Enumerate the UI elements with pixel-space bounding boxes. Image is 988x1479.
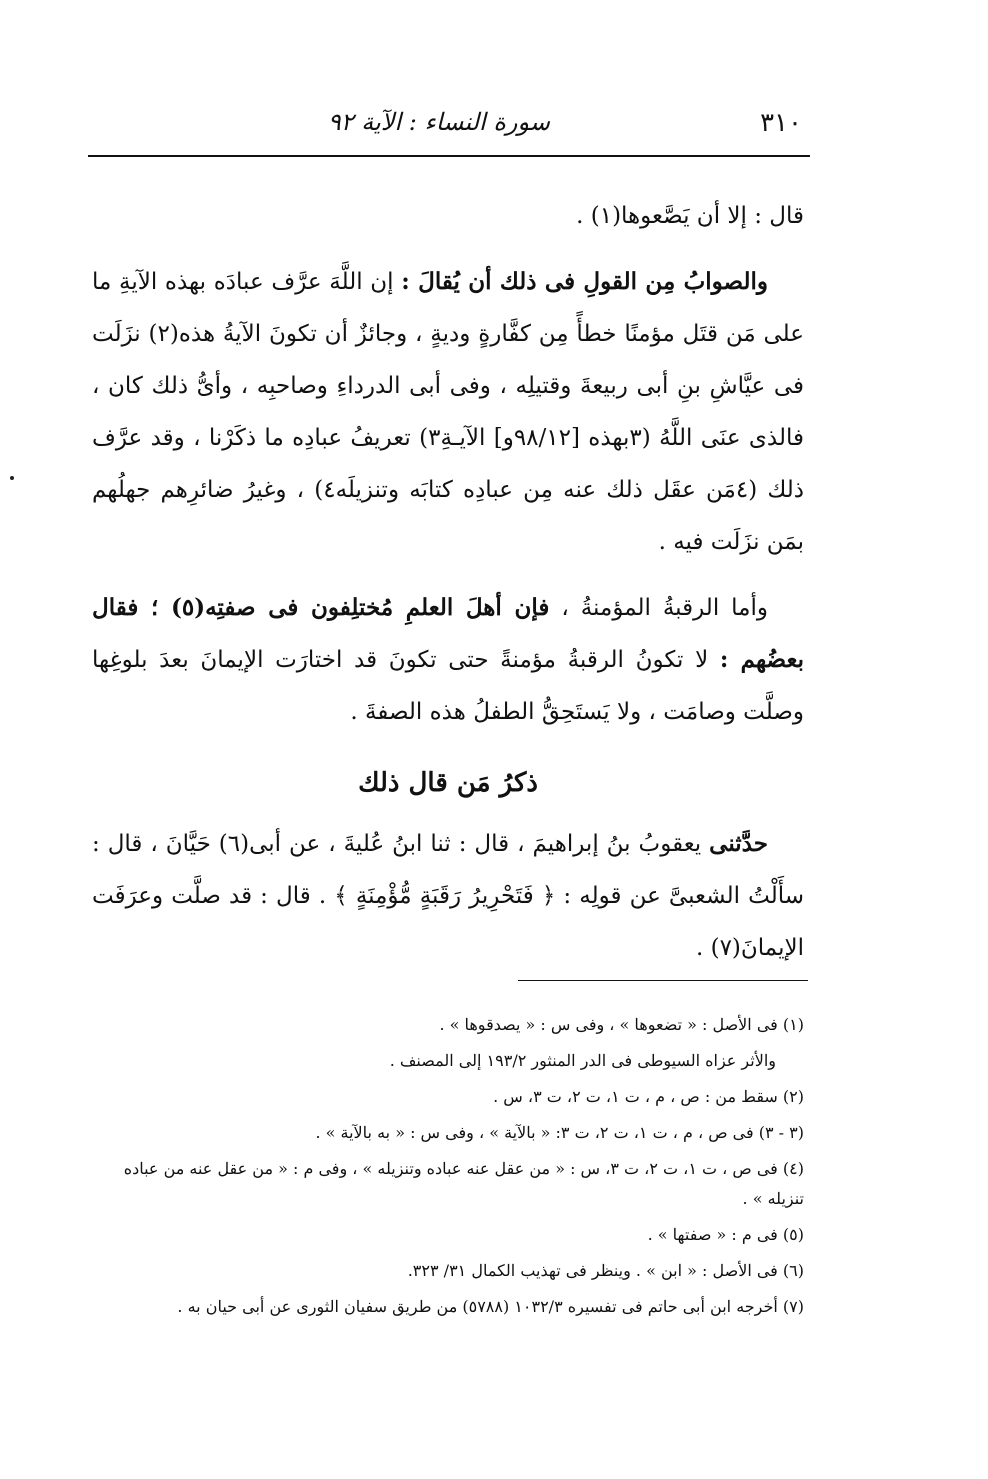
paragraph-1: قال : إلا أن يَصَّعوها(١) . [576, 203, 804, 229]
paragraph-2-lead: والصوابُ مِن القولِ فى ذلك أن يُقالَ : [401, 268, 769, 295]
footnote-5: (٥) فى م : « صفتها » . [647, 1225, 804, 1244]
paragraph-3-text: لا تكونُ الرقبةُ مؤمنةً حتى تكونَ قد اختارَت الإيمانَ بعدَ بلوغِها وصلَّت وصامَت ، ولا يَستَحِقُّ الطفلُ هذه الصفةَ . [92, 647, 804, 725]
footnote-3: (٣ - ٣) فى ص ، م ، ت ١، ت ٢، ت ٣: « بالآية » ، وفى س : « به بالآية » . [315, 1123, 804, 1142]
footnote-7: (٧) أخرجه ابن أبى حاتم فى تفسيره ١٠٣٢/٣ (٥٧٨٨) من طريق سفيان الثورى عن أبى حيان به . [177, 1297, 804, 1316]
section-heading: ذكرُ مَن قال ذلك [358, 768, 538, 798]
running-title: سورة النساء : الآية ٩٢ [327, 108, 550, 136]
footnote-1: (١) فى الأصل : « تضعوها » ، وفى س : « يصدقوها » . [439, 1015, 804, 1034]
page-number: ٣١٠ [760, 108, 802, 138]
footnote-2: (٢) سقط من : ص ، م ، ت ١، ت ٢، ت ٣، س . [493, 1087, 804, 1106]
footnote-1-continuation: والأثر عزاه السيوطى فى الدر المنثور ١٩٣/٢ إلى المصنف . [389, 1051, 776, 1070]
paragraph-4-lead: حدَّثنى [709, 830, 768, 857]
scan-speck [10, 476, 14, 480]
paragraph-4-text: يعقوبُ بنُ إبراهيمَ ، قال : ثنا ابنُ عُليةَ ، عن أبى(٦) حَيَّانَ ، قال : سأَلْتُ الشعبىَّ عن قولِه : ﴿ فَتَحْرِيرُ رَقَبَةٍ مُّؤْمِنَةٍ ﴾ . قال : قد صلَّت وعرَفَت الإيمانَ(٧) . [92, 831, 804, 961]
paragraph-2 [92, 256, 804, 568]
footnote-separator [518, 980, 808, 981]
paragraph-2-text: إن اللَّهَ عرَّف عبادَه بهذه الآيةِ ما على مَن قتَل مؤمنًا خطأً مِن كفَّارةٍ وديةٍ ، وجائزٌ أن تكونَ الآيةُ هذه(٢) نزَلَت فى عيَّاشِ بنِ أبى ربيعةَ وقتيلِه ، وفى أبى الدرداءِ وصاحبِه ، وأىُّ ذلك كان ، فالذى عنَى اللَّهُ (٣بهذه [٩٨/١٢و] الآيـةِ٣) تعريفُ عبادِه ما ذكَرْنا ، وقد عرَّف ذلك (٤مَن عقَل ذلك عنه مِن عبادِه كتابَه وتنزيلَه٤) ، وغيرُ ضائرِهم جهلُهم بمَن نزَلَت فيه . [92, 269, 805, 555]
paragraph-3 [92, 582, 804, 738]
header-rule [88, 155, 810, 157]
paragraph-3-bold: فإن أهلَ العلمِ مُختلِفون فى صفتِه(٥) ؛ فقال بعضُهم : [92, 594, 804, 673]
paragraph-4 [92, 818, 804, 974]
footnote-4: (٤) فى ص ، ت ١، ت ٢، ت ٣، س : « من عقل عنه عباده وتنزيله » ، وفى م : « من عقل عنه من عباده تنزيله » . [123, 1159, 804, 1208]
page-header [88, 108, 810, 148]
main-text [92, 190, 804, 974]
paragraph-3-start: وأما الرقبةُ المؤمنةُ ، [549, 595, 768, 621]
footnote-6: (٦) فى الأصل : « ابن » . وينظر فى تهذيب الكمال ٣١/ ٣٢٣. [407, 1261, 804, 1280]
footnotes [92, 1010, 804, 1328]
